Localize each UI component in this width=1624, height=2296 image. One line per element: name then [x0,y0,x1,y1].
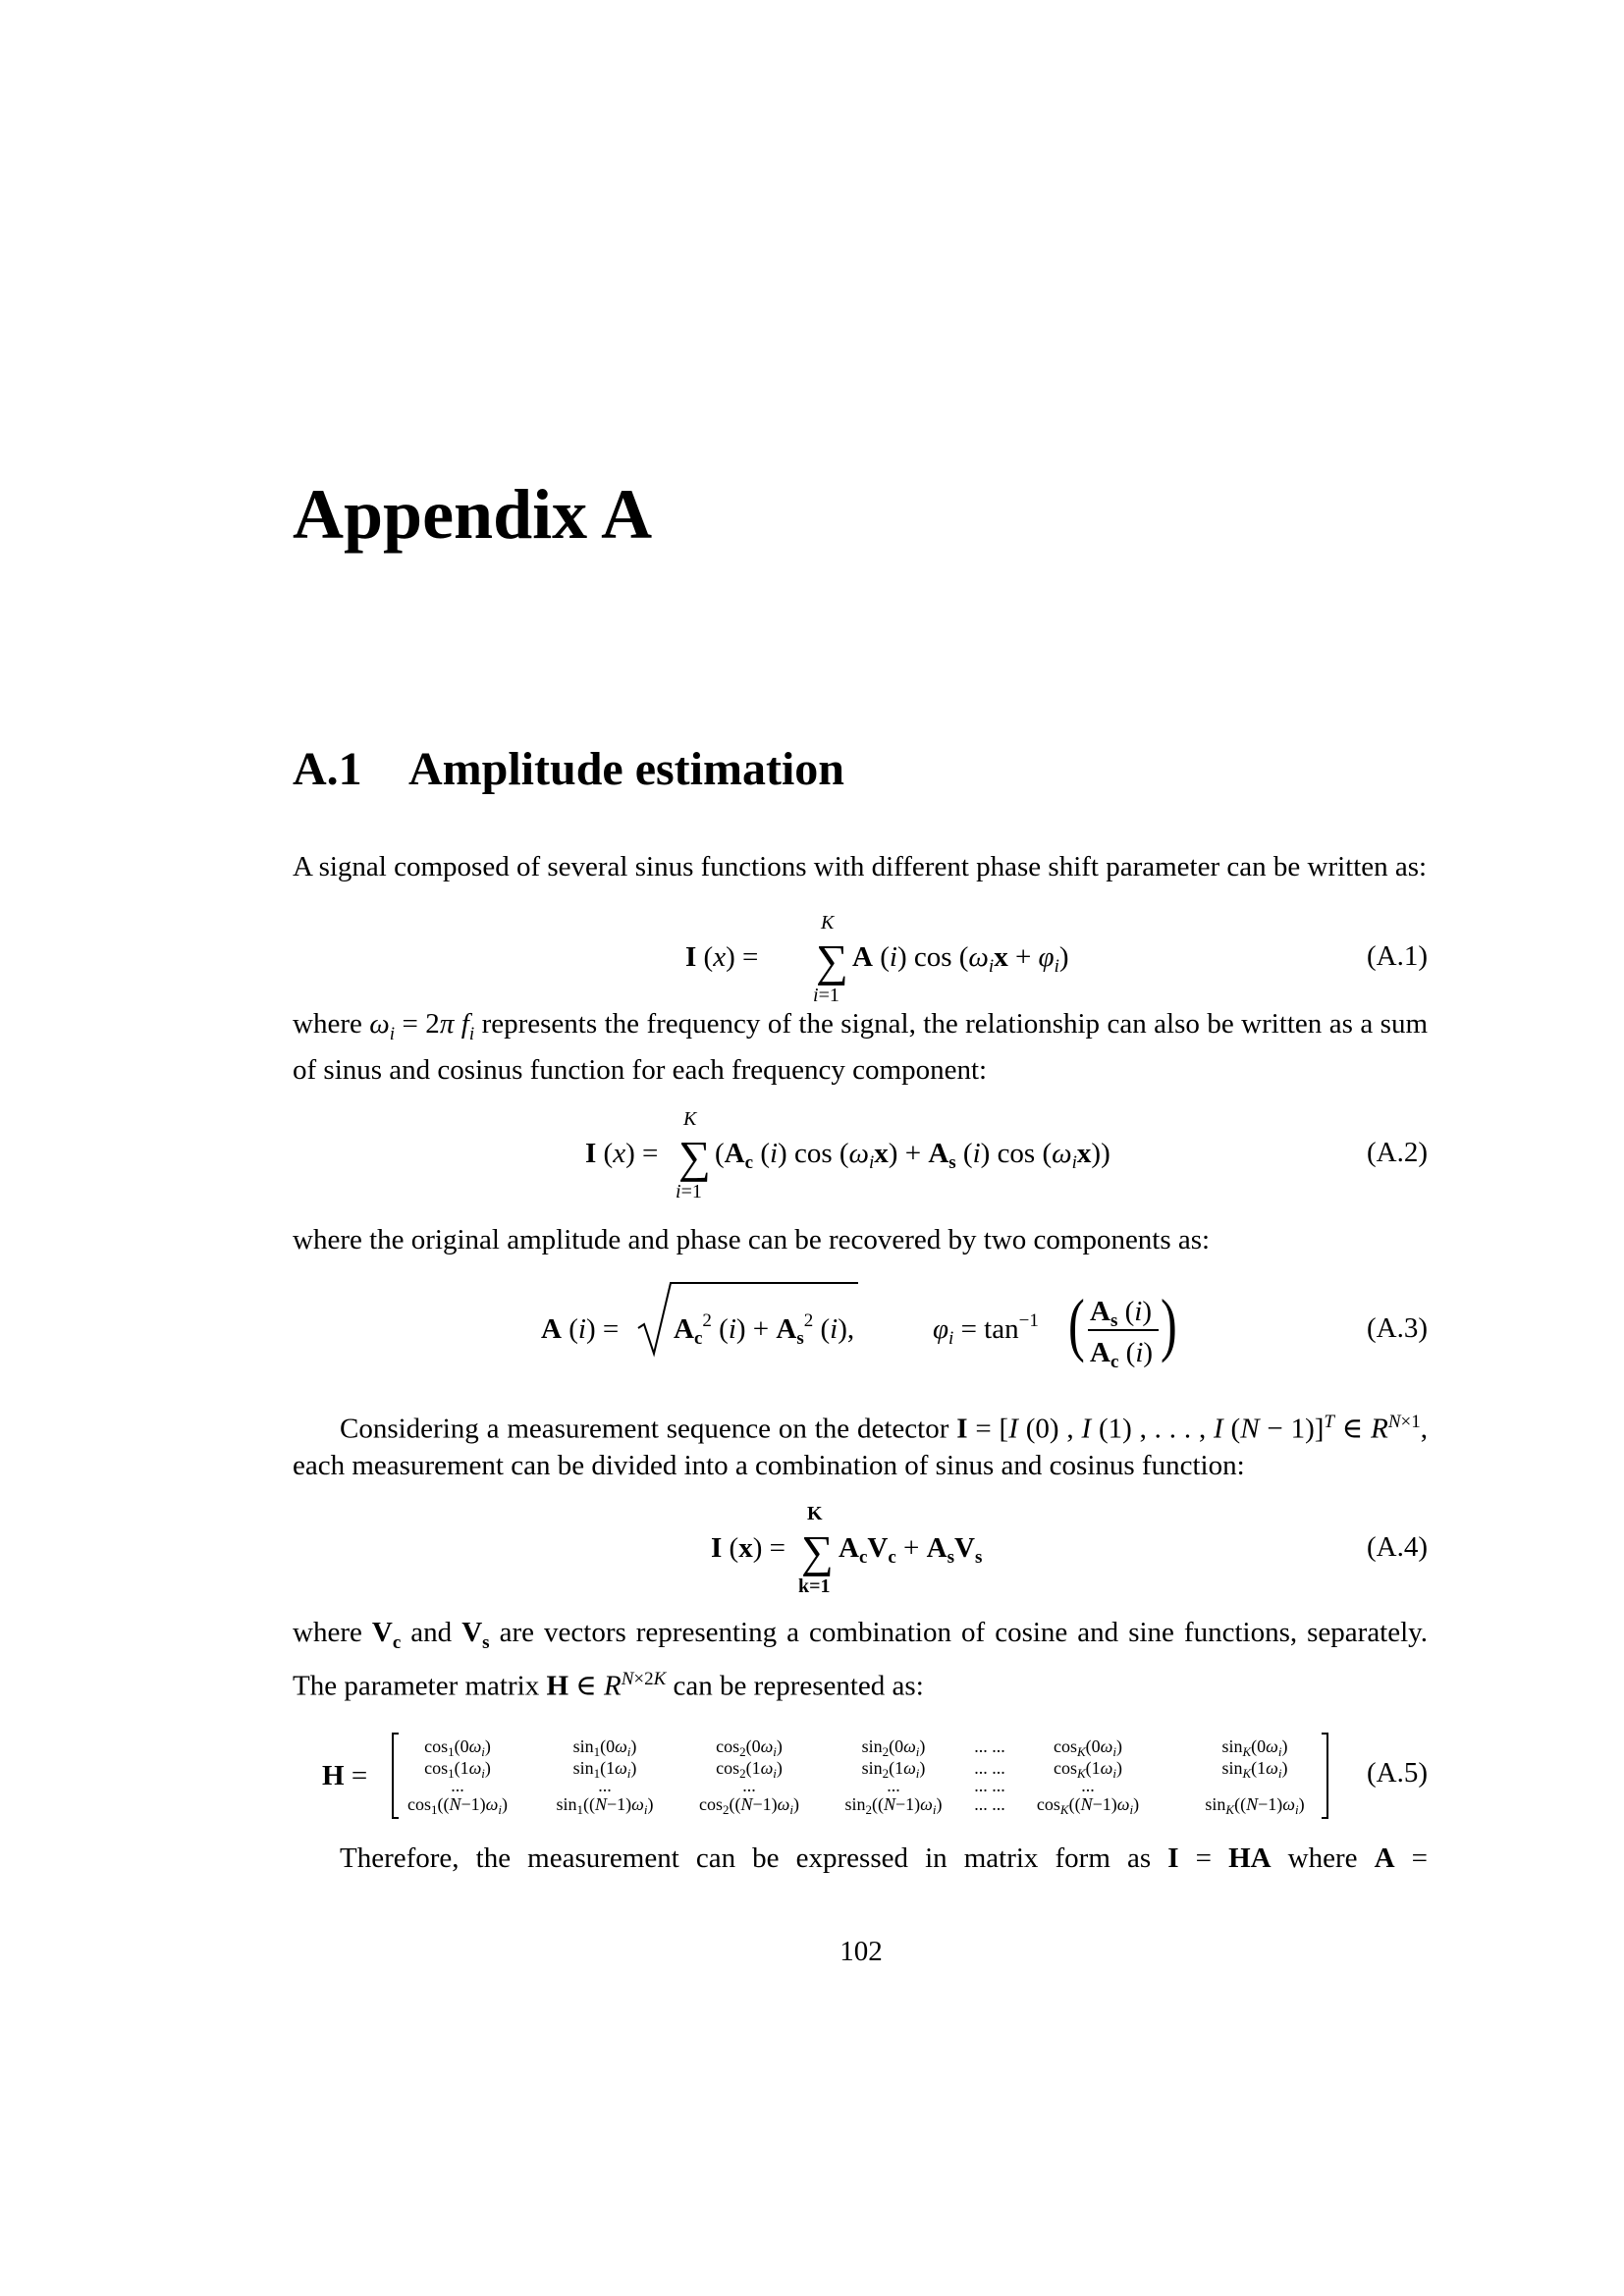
svg-text:Ac2 (i) + As2 (i),: $A_c^2$ $(i) + A_s^2$ (i), [674,1310,855,1349]
paragraph-intro: A signal composed of several sinus functions with different phase shift parameter can be written as: [293,851,1428,882]
equation-a4 [293,1502,1428,1600]
svg-text:sin1(1ωi): $\sin_1(1\omega_i)$ [572,1758,637,1781]
svg-text:cos1(0ωi): $\cos_1(0\omega_i)$ [424,1736,491,1759]
paragraph-measurement: Considering a measurement sequence on the detector I = [I (0) , I (1) , . . . , I (N − 1)]$^T$ ∈ $R^{N\times 1}$, each measurement can be divided into a combination of sinus and cosinus function: [293,1412,1428,1481]
equation-a1 [293,911,1428,1009]
svg-text:i=1: i=1 [813,985,839,1006]
paragraph-matrix-form: Therefore, the measurement can be expressed in matrix form as I = HA where A = [340,1842,1429,1874]
equation-a1-number: (A.1) [1366,940,1428,972]
page-number: 102 [839,1936,883,1967]
svg-text:... ...: ... ... [974,1736,1005,1756]
svg-text:sin2((N−1)ωi): $\sin_2((N-1)\omega_i)$ [844,1794,943,1817]
svg-text:sinK(1ωi): $\sin_K(1\omega_i)$ [1221,1758,1288,1781]
svg-text:H =: H = [322,1760,368,1791]
paragraph-frequency-part-2: represents the frequency of the signal, the relationship can also be written as a sum of sinus and cosinus function for each frequency component: [293,1008,1429,1086]
equation-a1-formula [293,911,1428,1009]
svg-text:... ...: ... ... [974,1776,1005,1795]
svg-text:cos2(1ωi): $\cos_2(1\omega_i)$ [716,1758,783,1781]
equation-a4-formula [293,1502,1428,1600]
svg-text:...: ... [742,1776,756,1795]
svg-text:): ) [1161,1286,1177,1364]
svg-text:sin1((N−1)ωi): $\sin_1((N-1)\omega_i)$ [556,1794,654,1817]
svg-text:∑: ∑ [678,1132,711,1182]
svg-text:cos2(0ωi): $\cos_2(0\omega_i)$ [716,1736,783,1759]
equation-a3-formula [293,1271,1428,1379]
svg-text:sinK((N−1)ωi): $\sin_K((N-1)\omega_i)$ [1205,1794,1305,1817]
section-number: A.1 [293,743,362,795]
svg-text:I (x) =: I (x) = [685,941,759,973]
paragraph-measurement-part-1: Considering a measurement sequence on the detector [340,1413,949,1445]
chapter-title: Appendix A [293,475,653,554]
svg-text:A (i) =: A (i) = [541,1313,620,1345]
svg-text:k=1: k=1 [798,1575,831,1597]
equation-a5-matrix [293,1720,1428,1828]
paragraph-frequency: where $\omega_i = 2\pi$ $f_i$ represents the frequency of the signal, the relationship can also be written as a sum of sinus and cosinus function for each frequency component: [293,1008,1429,1086]
equation-a5-number: (A.5) [1366,1757,1428,1789]
svg-text:cosK(1ωi): $\cos_K(1\omega_i)$ [1053,1758,1123,1781]
svg-text:cosK(0ωi): $\cos_K(0\omega_i)$ [1053,1736,1123,1759]
svg-text:sinK(0ωi): $\sin_K(0\omega_i)$ [1221,1736,1288,1759]
svg-text:As (i): $A_s$ (i) [1090,1296,1153,1331]
paragraph-recovery: where the original amplitude and phase can be recovered by two components as: [293,1224,1211,1255]
svg-text:I (x) =: I (x) = [711,1532,785,1564]
svg-text:...: ... [598,1776,612,1795]
equation-a3 [293,1271,1428,1379]
equation-a3-number: (A.3) [1366,1312,1428,1344]
svg-text:sin1(0ωi): $\sin_1(0\omega_i)$ [572,1736,637,1759]
svg-text:(: ( [1068,1286,1085,1364]
equation-a2-number: (A.2) [1366,1137,1428,1168]
svg-text:φi = tan−1: $\varphi_i = \tan^{-1}$ [933,1310,1039,1349]
paragraph-frequency-part-1: where [293,1008,362,1040]
paragraph-measurement-part-2: , each measurement can be divided into a combination of sinus and cosinus function: [293,1413,1428,1481]
svg-text:(Ac (i) cos (ωix) + As (i) cos: ($A_c$ (i) $\cos (\omega_ix) + A_s$ (i) $\cos (\omega_ix)$) [715,1138,1110,1173]
equation-a4-number: (A.4) [1366,1531,1428,1563]
svg-text:cos1(1ωi): $\cos_1(1\omega_i)$ [424,1758,491,1781]
svg-text:A (i) cos (ωix + φi): A (i) $\cos (\omega_ix + \varphi_i)$ [852,941,1069,977]
svg-text:... ...: ... ... [974,1794,1005,1814]
svg-text:∑: ∑ [816,935,848,986]
svg-text:cos1((N−1)ωi): $\cos_1((N-1)\omega_i)$ [406,1794,509,1817]
paragraph-matrix-form-part-2: where [1287,1842,1358,1874]
paragraph-vectors-part-1: where [293,1617,362,1648]
equation-a2 [293,1107,1428,1205]
paragraph-matrix-form-part-1: Therefore, the measurement can be expressed in matrix form as [340,1842,1152,1874]
svg-text:K: K [683,1108,697,1130]
svg-text:K: K [807,1503,823,1524]
paragraph-vectors-part-2: and [410,1617,453,1648]
equation-a2-formula [293,1107,1428,1205]
paragraph-vectors-part-4: can be represented as: [673,1670,924,1702]
svg-text:...: ... [1081,1776,1095,1795]
svg-text:cos2((N−1)ωi): $\cos_2((N-1)\omega_i)$ [698,1794,800,1817]
paragraph-vectors-part-3: are vectors representing a combination of cosine and sine functions, separately. The parameter matrix [293,1617,1429,1702]
section-title: Amplitude estimation [408,743,844,795]
svg-text:I (x) =: I (x) = [585,1138,659,1169]
svg-text:cosK((N−1)ωi): $\cos_K((N-1)\omega_i)$ [1036,1794,1140,1817]
svg-text:sin2(0ωi): $\sin_2(0\omega_i)$ [861,1736,926,1759]
svg-text:AcVc + AsVs: $A_cV_c + A_sV_s$ [839,1532,983,1568]
svg-text:sin2(1ωi): $\sin_2(1\omega_i)$ [861,1758,926,1781]
svg-text:... ...: ... ... [974,1758,1005,1778]
svg-text:...: ... [451,1776,464,1795]
svg-text:K: K [821,912,835,934]
svg-text:∑: ∑ [801,1526,834,1576]
section-heading [293,743,844,795]
paragraph-vectors: where $V_c$ and $V_s$ are vectors representing a combination of cosine and sine functions, separately. The parameter matrix H ∈ $R^{N\times 2K}$ can be represented as: [293,1617,1429,1702]
svg-text:...: ... [887,1776,900,1795]
equation-a5 [293,1720,1428,1828]
svg-text:Ac (i): $A_c$ (i) [1090,1337,1154,1372]
svg-text:i=1: i=1 [676,1181,702,1202]
